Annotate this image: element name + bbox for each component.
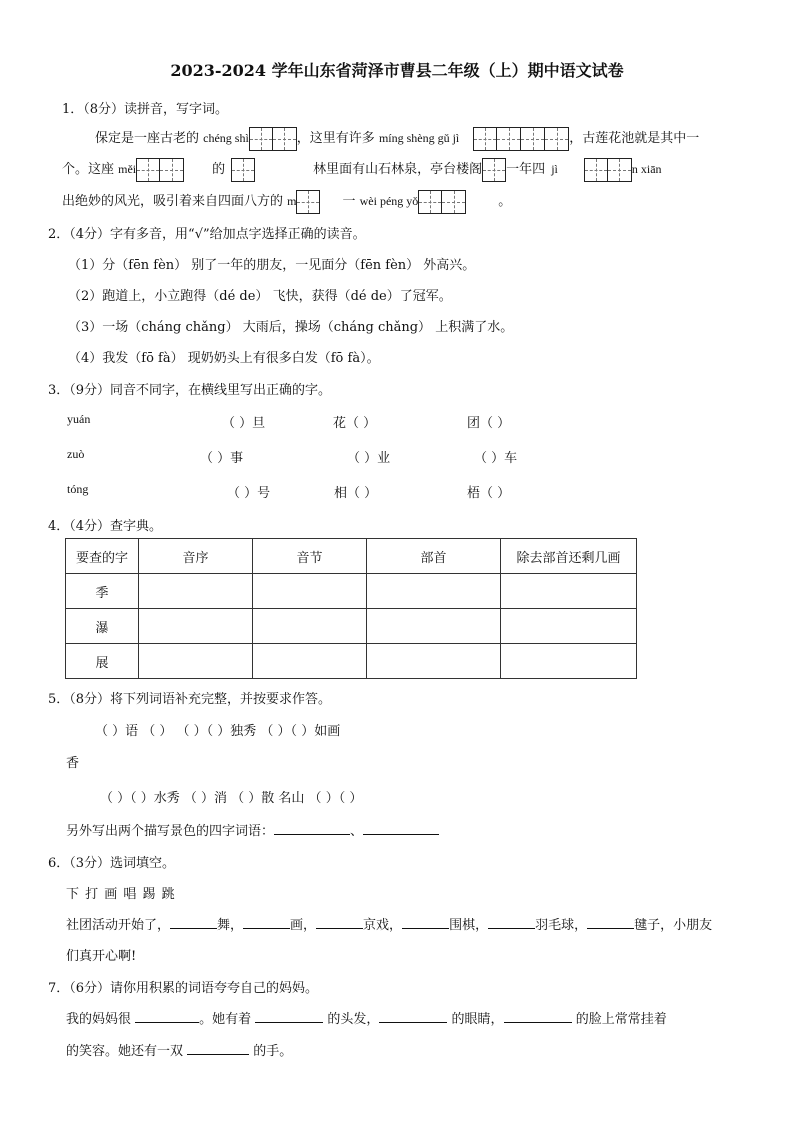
writing-box[interactable] <box>296 190 320 214</box>
page-title: 2023-2024 学年山东省菏泽市曹县二年级（上）期中语文试卷 <box>170 61 624 80</box>
q7-line-1 <box>66 1008 667 1027</box>
q3-pinyin-3: tóng <box>67 482 89 496</box>
q7-line-2 <box>66 1040 292 1059</box>
pinyin: měi <box>118 162 137 176</box>
q5-extra-line <box>66 820 439 839</box>
q1-text: 个。这座 <box>62 162 119 177</box>
q7-text: 的眼睛， <box>447 1012 504 1027</box>
answer-cell[interactable] <box>253 644 367 679</box>
q6-text: 毽子，小朋友 <box>634 918 713 933</box>
q3-blank[interactable]: 团（ ） <box>467 416 511 431</box>
q6-text: 羽毛球， <box>535 918 588 933</box>
answer-cell[interactable] <box>501 574 637 609</box>
q6-line-1 <box>66 914 712 933</box>
answer-blank[interactable] <box>255 1008 323 1023</box>
q1-line-2 <box>62 155 662 184</box>
answer-blank[interactable] <box>379 1008 447 1023</box>
q3-blank[interactable]: （ ）旦 <box>222 416 266 431</box>
writing-box[interactable] <box>584 158 632 182</box>
answer-cell[interactable] <box>367 644 501 679</box>
separator: 、 <box>350 824 364 839</box>
q1-text: 林里面有山石林泉，亭台楼阁 <box>313 162 483 177</box>
q1-text: 一年四 <box>506 162 546 177</box>
answer-blank[interactable] <box>274 820 350 835</box>
q6-text: 社团活动开始了， <box>66 918 171 933</box>
q1-text: 。 <box>498 194 512 209</box>
q1-text: ，这里有许多 <box>296 131 379 146</box>
q7-text: 的笑容。她还有一双 <box>66 1044 188 1059</box>
writing-box[interactable] <box>482 158 506 182</box>
q7-text: 的脸上常常挂着 <box>571 1012 667 1027</box>
q3-blank[interactable]: （ ）车 <box>474 451 518 466</box>
q1-text: 保定是一座古老的 <box>95 131 204 146</box>
answer-cell[interactable] <box>139 574 253 609</box>
answer-cell[interactable] <box>253 574 367 609</box>
answer-blank[interactable] <box>363 820 439 835</box>
q7-text: 的手。 <box>249 1044 293 1059</box>
answer-blank[interactable] <box>488 914 535 929</box>
q2-item-2: （2）跑道上，小立跑得（dé de） 飞快，获得（dé de）了冠军。 <box>68 289 452 304</box>
q7-text: 。她有着 <box>199 1012 256 1027</box>
q3-pinyin-1: yuán <box>67 412 91 426</box>
answer-cell[interactable] <box>139 644 253 679</box>
answer-cell[interactable] <box>501 644 637 679</box>
q3-heading: 3．（9分）同音不同字，在横线里写出正确的字。 <box>48 383 332 398</box>
q6-word-bank: 下 打 画 唱 踢 跳 <box>66 887 176 902</box>
q1-text: 出绝妙的风光，吸引着来自四面八方的 <box>62 194 288 209</box>
answer-cell[interactable] <box>367 609 501 644</box>
pinyin: chéng shì <box>203 131 249 145</box>
q1-line-1 <box>95 124 699 153</box>
q1-text: 的 <box>212 162 226 177</box>
table-header: 音序 <box>139 539 253 574</box>
answer-blank[interactable] <box>316 914 363 929</box>
q1-text: ，古莲花池就是其中一 <box>569 131 700 146</box>
q2-item-1: （1）分（fēn fèn） 别了一年的朋友，一见面分（fēn fèn） 外高兴。 <box>68 258 476 273</box>
pinyin: wèi péng yǒ <box>359 194 419 208</box>
answer-blank[interactable] <box>187 1040 249 1055</box>
q6-text: 舞， <box>217 918 244 933</box>
writing-box[interactable] <box>418 190 466 214</box>
table-row <box>66 609 637 644</box>
q3-pinyin-2: zuò <box>67 447 85 461</box>
answer-blank[interactable] <box>504 1008 572 1023</box>
pinyin: míng shèng gǔ jì <box>378 131 460 145</box>
pinyin: jì <box>551 162 558 176</box>
table-cell-char: 季 <box>66 574 139 609</box>
q3-blank[interactable]: （ ）业 <box>347 451 391 466</box>
q5-heading: 5．（8分）将下列词语补充完整，并按要求作答。 <box>48 692 332 707</box>
q7-heading: 7．（6分）请你用积累的词语夸夸自己的妈妈。 <box>48 981 319 996</box>
q5-idiom-line-1[interactable]: （ ）语 （ ） （ ）（ ）独秀 （ ）（ ）如画 <box>95 724 341 739</box>
answer-blank[interactable] <box>402 914 449 929</box>
q3-blank[interactable]: 相（ ） <box>334 486 378 501</box>
q2-item-4: （4）我发（fō fà） 现奶奶头上有很多白发（fō fà）。 <box>68 351 380 366</box>
q6-line-2: 们真开心啊! <box>66 949 137 964</box>
answer-blank[interactable] <box>135 1008 199 1023</box>
answer-blank[interactable] <box>243 914 290 929</box>
q6-text: 围棋， <box>449 918 489 933</box>
q5-extra-prompt: 另外写出两个描写景色的四字词语： <box>66 824 275 839</box>
q2-item-3: （3）一场（cháng chǎng） 大雨后，操场（cháng chǎng） 上积满了水。 <box>68 320 514 335</box>
q6-text: 画， <box>290 918 317 933</box>
table-header: 部首 <box>367 539 501 574</box>
table-row <box>66 644 637 679</box>
answer-blank[interactable] <box>170 914 217 929</box>
q6-heading: 6．（3分）选词填空。 <box>48 856 176 871</box>
pinyin: m <box>287 194 297 208</box>
q3-blank[interactable]: 梧（ ） <box>467 486 511 501</box>
writing-box[interactable] <box>249 127 297 151</box>
table-header-row <box>66 539 637 574</box>
q3-blank[interactable]: （ ）号 <box>227 486 271 501</box>
table-header: 除去部首还剩几画 <box>501 539 637 574</box>
q7-text: 的头发， <box>323 1012 380 1027</box>
q5-idiom-line-2: 香 <box>66 756 80 771</box>
q3-blank[interactable]: （ ）事 <box>200 451 244 466</box>
answer-blank[interactable] <box>587 914 634 929</box>
table-header: 要查的字 <box>66 539 139 574</box>
q2-heading: 2．（4分）字有多音，用“√”给加点字选择正确的读音。 <box>48 227 366 242</box>
writing-box[interactable] <box>473 127 569 151</box>
q1-line-3 <box>62 187 511 216</box>
table-row <box>66 574 637 609</box>
table-cell-char: 瀑 <box>66 609 139 644</box>
answer-cell[interactable] <box>139 609 253 644</box>
q4-heading: 4．（4分）查字典。 <box>48 519 163 534</box>
q7-text: 我的妈妈很 <box>66 1012 136 1027</box>
answer-cell[interactable] <box>367 574 501 609</box>
answer-cell[interactable] <box>253 609 367 644</box>
q6-text: 京戏， <box>363 918 403 933</box>
pinyin: n xiān <box>631 162 662 176</box>
writing-box[interactable] <box>231 158 255 182</box>
answer-cell[interactable] <box>501 609 637 644</box>
dictionary-table <box>65 538 637 679</box>
writing-box[interactable] <box>136 158 184 182</box>
q3-blank[interactable]: 花（ ） <box>333 416 377 431</box>
q1-text: 一 <box>342 194 360 209</box>
q1-heading: 1．（8分）读拼音，写字词。 <box>62 102 229 117</box>
table-cell-char: 展 <box>66 644 139 679</box>
table-header: 音节 <box>253 539 367 574</box>
q5-idiom-line-3[interactable]: （ ）（ ）水秀 （ ）消 （ ）散 名山 （ ）（ ） <box>100 791 363 806</box>
